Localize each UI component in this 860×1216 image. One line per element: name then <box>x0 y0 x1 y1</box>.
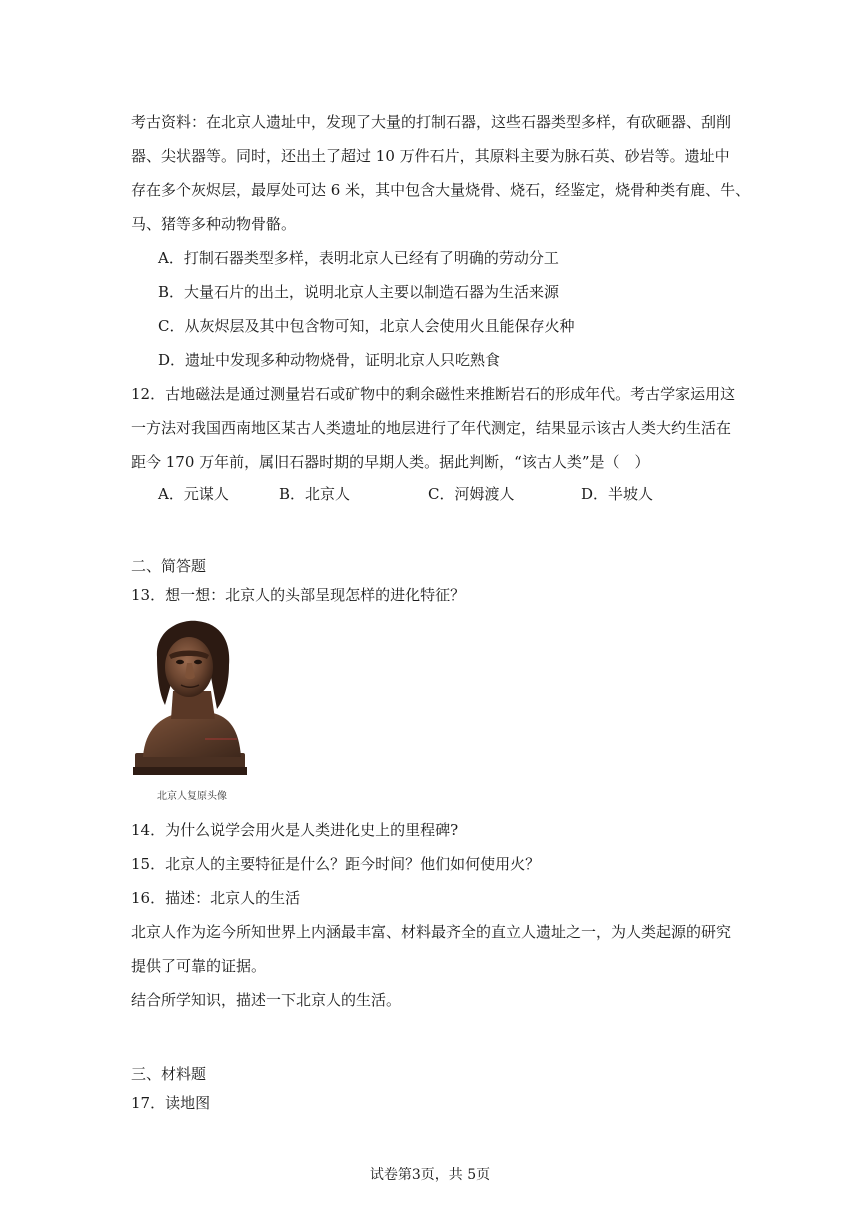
q11-material-line-3: 存在多个灰烬层，最厚处可达 6 米，其中包含大量烧骨、烧石，经鉴定，烧骨种类有鹿、牛、 <box>131 181 751 199</box>
q13-text: 13．想一想：北京人的头部呈现怎样的进化特征？ <box>131 586 466 604</box>
q12-line-1: 12．古地磁法是通过测量岩石或矿物中的剩余磁性来推断岩石的形成年代。考古学家运用这 <box>131 385 736 403</box>
q11-option-b: B．大量石片的出土，说明北京人主要以制造石器为生活来源 <box>158 283 560 301</box>
q12-option-d: D．半坡人 <box>581 485 654 503</box>
q16-text: 16．描述：北京人的生活 <box>131 889 301 907</box>
section-3-title: 三、材料题 <box>131 1065 207 1083</box>
q12-option-b: B．北京人 <box>279 485 351 503</box>
q12-option-c: C．河姆渡人 <box>428 485 515 503</box>
figure-caption: 北京人复原头像 <box>157 791 227 802</box>
q16-material-line-1: 北京人作为迄今所知世界上内涵最丰富、材料最齐全的直立人遗址之一，为人类起源的研究 <box>131 923 732 941</box>
section-2-title: 二、简答题 <box>131 557 207 575</box>
q15-text: 15．北京人的主要特征是什么？距今时间？他们如何使用火？ <box>131 855 541 873</box>
q11-material-line-4: 马、猪等多种动物骨骼。 <box>131 215 297 233</box>
q12-line-3: 距今 170 万年前，属旧石器时期的早期人类。据此判断，“该古人类”是（ ） <box>131 453 650 471</box>
q11-option-c: C．从灰烬层及其中包含物可知，北京人会使用火且能保存火种 <box>158 317 575 335</box>
q11-option-a: A．打制石器类型多样，表明北京人已经有了明确的劳动分工 <box>158 249 559 267</box>
q14-text: 14．为什么说学会用火是人类进化史上的里程碑? <box>131 821 459 839</box>
q11-material-line-1: 考古资料：在北京人遗址中，发现了大量的打制石器，这些石器类型多样，有砍砸器、刮削 <box>131 113 732 131</box>
q12-line-2: 一方法对我国西南地区某古人类遗址的地层进行了年代测定，结果显示该古人类大约生活在 <box>131 419 732 437</box>
q16-material-line-2: 提供了可靠的证据。 <box>131 957 267 975</box>
q16-task: 结合所学知识，描述一下北京人的生活。 <box>131 991 402 1009</box>
page-footer: 试卷第3页，共 5页 <box>369 1167 491 1183</box>
q17-text: 17．读地图 <box>131 1094 211 1112</box>
q12-option-a: A．元谋人 <box>158 485 229 503</box>
peking-man-bust-image <box>133 617 251 785</box>
q11-option-d: D．遗址中发现多种动物烧骨，证明北京人只吃熟食 <box>158 351 501 369</box>
q11-material-line-2: 器、尖状器等。同时，还出土了超过 10 万件石片，其原料主要为脉石英、砂岩等。遗址中 <box>131 147 730 165</box>
